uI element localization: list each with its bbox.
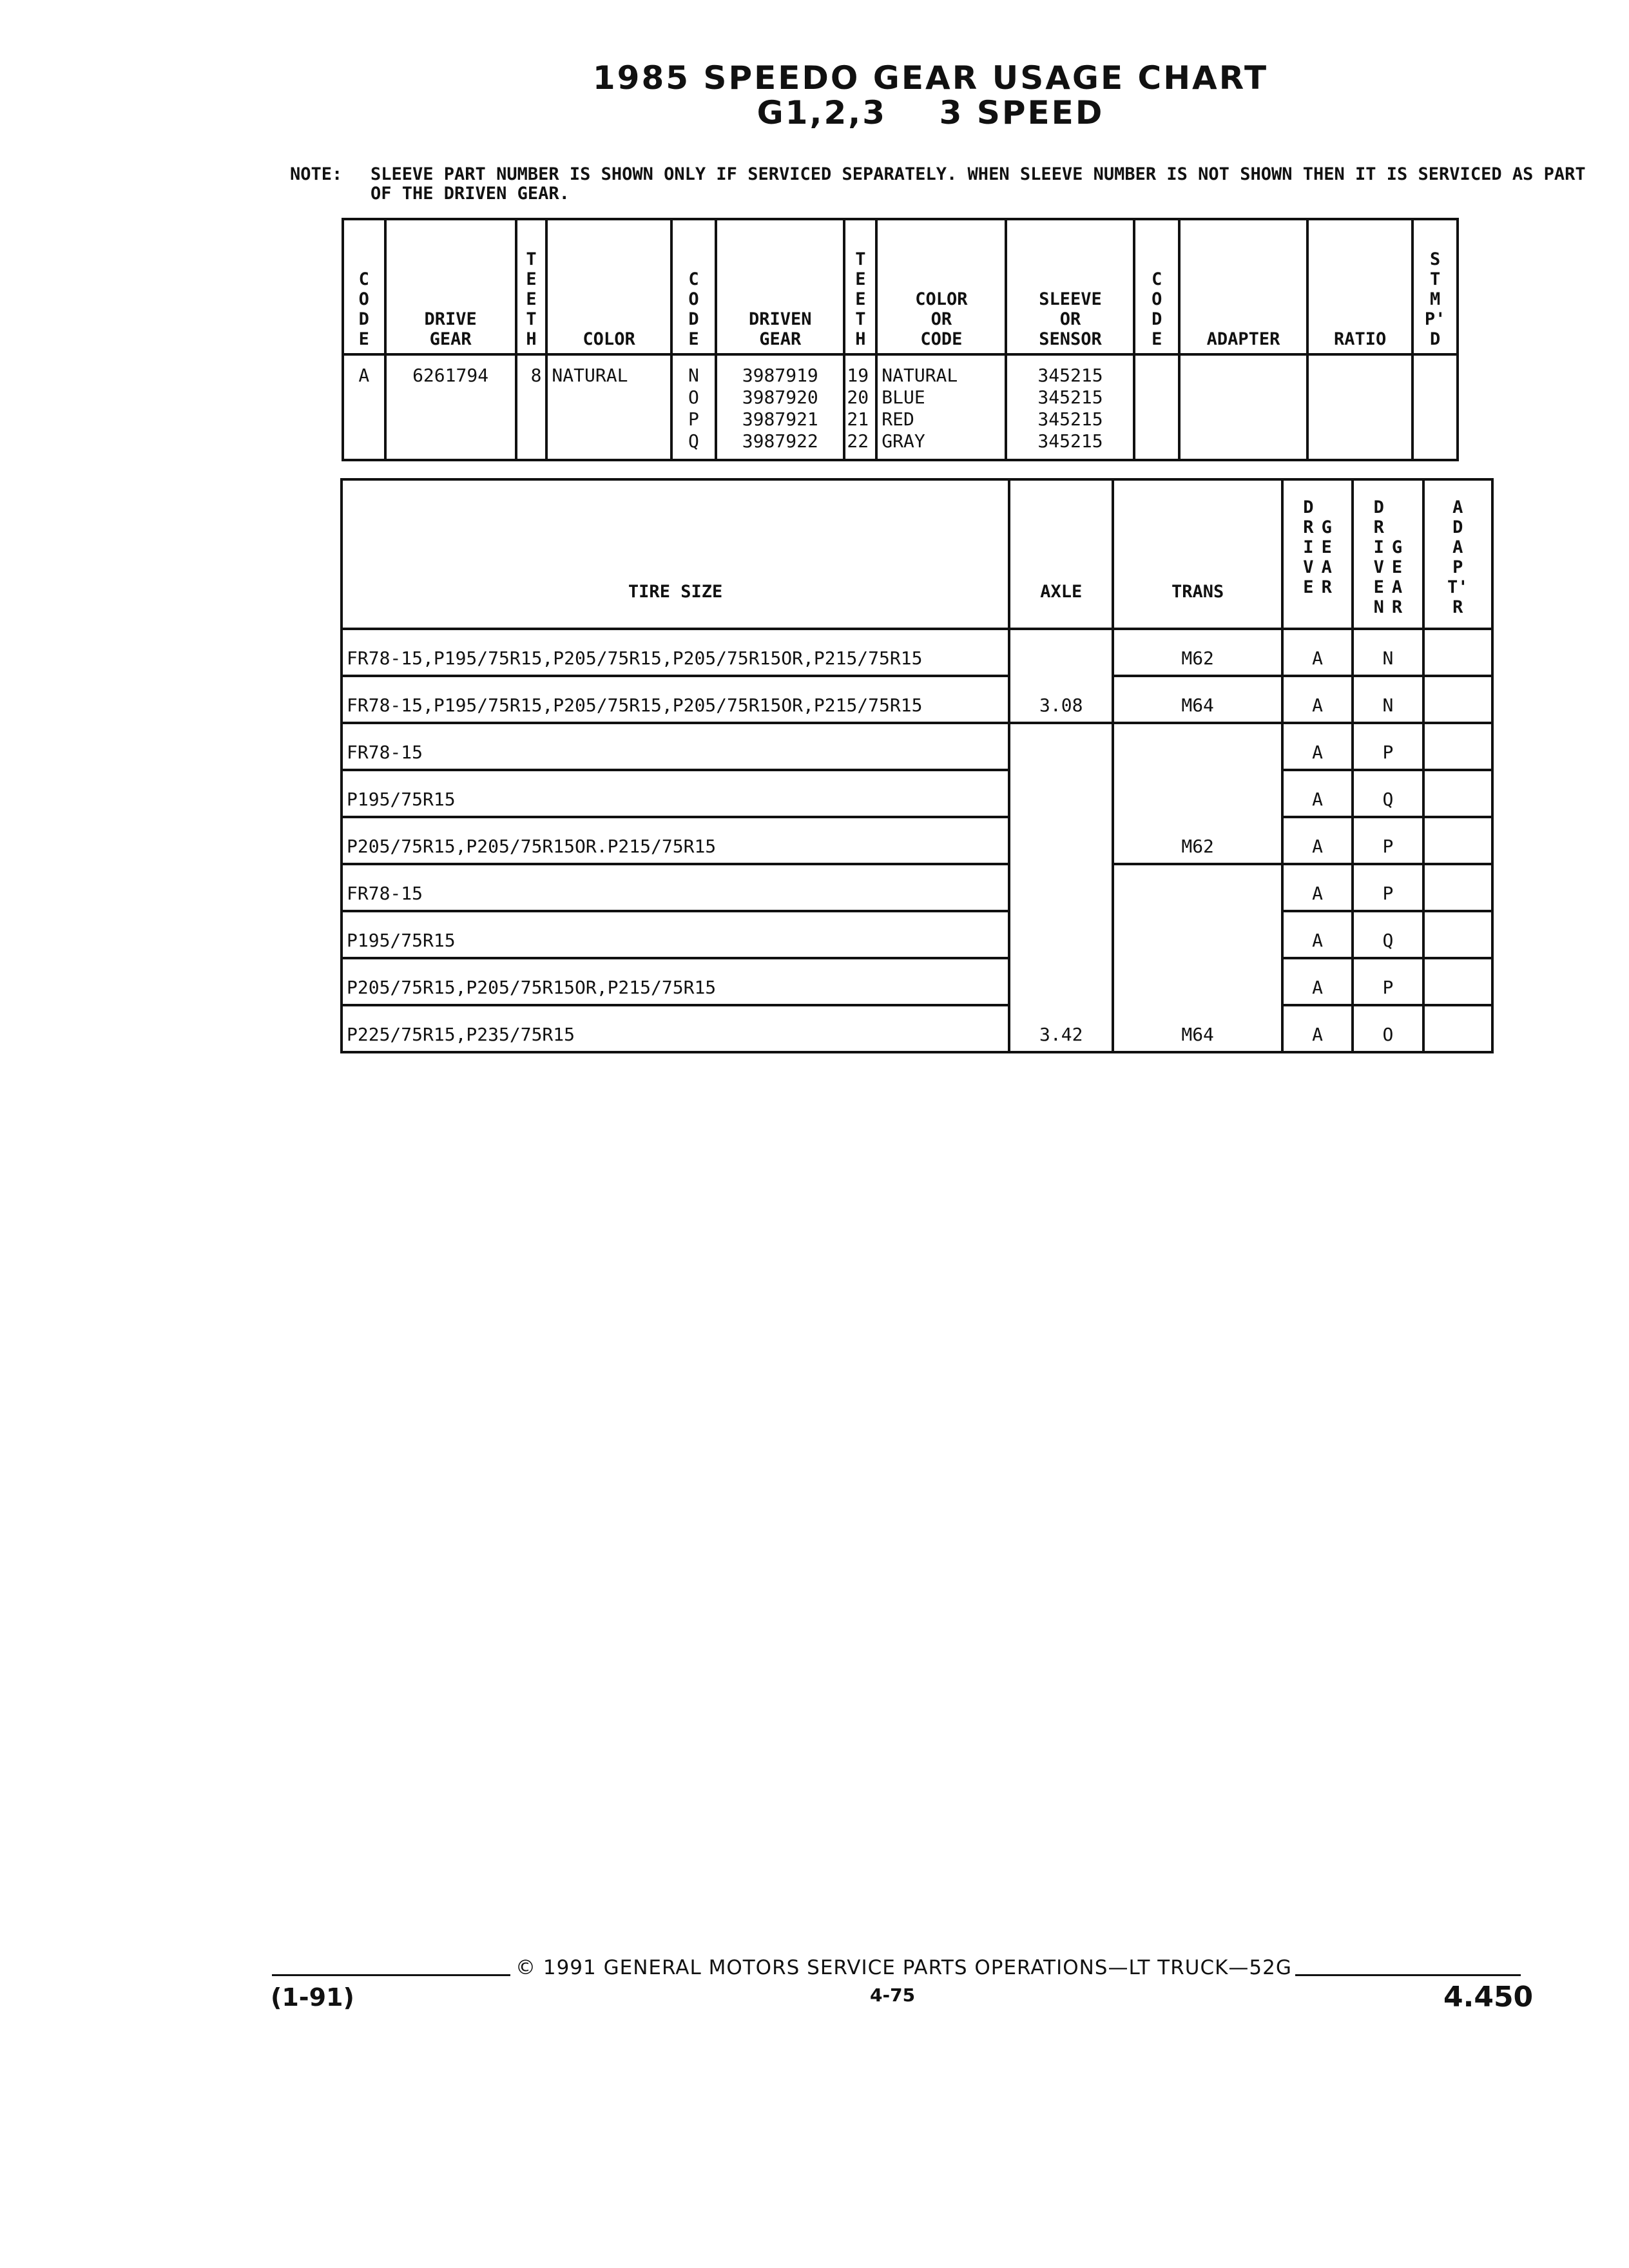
list-item: 22	[847, 430, 869, 452]
cell-driven-gear: N	[1353, 629, 1423, 676]
cell-tire-size: P195/75R15	[342, 911, 1009, 958]
header-color-or-code	[876, 219, 1006, 354]
list-item: 345215	[1037, 408, 1103, 430]
cell-axle: 3.08	[1009, 676, 1113, 723]
cell-tire-size: P205/75R15,P205/75R15OR.P215/75R15	[342, 817, 1009, 864]
list-item: E	[1152, 329, 1162, 349]
cell-drive-gear: A	[1282, 911, 1353, 958]
list-item: V	[1373, 557, 1384, 577]
tire-row	[342, 629, 1492, 676]
cell-drive-gear: 6261794	[385, 354, 516, 460]
footer-date: (1-91)	[271, 1983, 354, 2012]
cell-drive-gear: A	[1282, 958, 1353, 1005]
header-tire-size: TIRE SIZE	[342, 479, 1009, 629]
list-item: COLOR	[915, 289, 968, 309]
cell-trans: M64	[1113, 676, 1282, 723]
list-item: CODE	[920, 329, 963, 349]
cell-color: NATURAL	[546, 354, 671, 460]
list-item: N	[688, 365, 699, 386]
list-item: E	[1303, 577, 1314, 597]
gear-table	[342, 218, 1459, 461]
cell-code-3	[1134, 354, 1179, 460]
header-axle: AXLE	[1009, 479, 1113, 629]
list-item: DRIVEN	[749, 309, 812, 329]
tire-row	[342, 958, 1492, 1005]
cell-driven-gear: P	[1353, 864, 1423, 911]
cell-axle: 3.42	[1009, 1005, 1113, 1052]
footer-rule-right	[1295, 1974, 1521, 1976]
cell-adapter	[1423, 629, 1492, 676]
list-item: D	[1452, 517, 1463, 537]
list-item: R	[1321, 577, 1332, 597]
list-item: C	[1152, 269, 1162, 289]
cell-trans: M64	[1113, 1005, 1282, 1052]
list-item: P'	[1424, 309, 1446, 329]
cell-axle	[1009, 817, 1113, 864]
list-item: O	[688, 387, 699, 408]
cell-teeth: 8	[516, 354, 547, 460]
cell-adapter	[1423, 864, 1492, 911]
cell-drive-gear: A	[1282, 723, 1353, 770]
cell-axle	[1009, 629, 1113, 676]
header-drive-gear	[385, 219, 516, 354]
list-item: E	[1391, 557, 1403, 577]
note-label: NOTE:	[290, 164, 343, 184]
cell-adapter	[1423, 1005, 1492, 1052]
list-item: 345215	[1037, 387, 1103, 408]
cell-trans	[1113, 864, 1282, 911]
list-item: SENSOR	[1039, 329, 1102, 349]
cell-driven-colors	[876, 354, 1006, 460]
list-item: S	[1429, 249, 1441, 269]
note-text: SLEEVE PART NUMBER IS SHOWN ONLY IF SERVICED SEPARATELY. WHEN SLEEVE NUMBER IS NOT SHOWN THEN IT IS SERVICED AS PART OF THE DRIVEN GEAR.	[371, 164, 1586, 204]
cell-trans	[1113, 770, 1282, 817]
header-trans: TRANS	[1113, 479, 1282, 629]
tire-row	[342, 911, 1492, 958]
cell-drive-gear: A	[1282, 770, 1353, 817]
cell-axle	[1009, 770, 1113, 817]
cell-driven-gear: N	[1353, 676, 1423, 723]
footer-page-number: 4-75	[870, 1984, 916, 2006]
page-subtitle: G1,2,3 3 SPEED	[757, 94, 1104, 131]
cell-code: A	[343, 354, 385, 460]
list-item: D	[688, 309, 699, 329]
header-code-2	[671, 219, 716, 354]
list-item: A	[1452, 537, 1463, 557]
cell-sleeves	[1006, 354, 1134, 460]
list-item: P	[688, 408, 699, 430]
list-item: H	[855, 329, 866, 349]
cell-axle	[1009, 958, 1113, 1005]
list-item: D	[1429, 329, 1441, 349]
cell-trans	[1113, 958, 1282, 1005]
cell-tire-size: FR78-15,P195/75R15,P205/75R15,P205/75R15OR,P215/75R15	[342, 676, 1009, 723]
list-item: A	[1321, 557, 1332, 577]
header-adapter: ADAPTER	[1179, 219, 1307, 354]
tire-row	[342, 770, 1492, 817]
cell-driven-gears	[716, 354, 844, 460]
list-item: T	[526, 309, 537, 329]
cell-tire-size: FR78-15	[342, 723, 1009, 770]
header-stmpd	[1412, 219, 1458, 354]
list-item: A	[1452, 497, 1463, 517]
cell-adapter	[1423, 958, 1492, 1005]
header-code-3	[1134, 219, 1179, 354]
tire-row	[342, 676, 1492, 723]
header-code	[343, 219, 385, 354]
cell-tire-size: P225/75R15,P235/75R15	[342, 1005, 1009, 1052]
list-item: E	[688, 329, 699, 349]
list-item: D	[1303, 497, 1314, 517]
cell-drive-gear: A	[1282, 1005, 1353, 1052]
cell-driven-gear: Q	[1353, 911, 1423, 958]
cell-tire-size: FR78-15,P195/75R15,P205/75R15,P205/75R15OR,P215/75R15	[342, 629, 1009, 676]
cell-adapter	[1423, 911, 1492, 958]
list-item: GEAR	[429, 329, 472, 349]
header-driven-gear	[1353, 479, 1423, 629]
cell-driven-gear: O	[1353, 1005, 1423, 1052]
cell-trans: M62	[1113, 629, 1282, 676]
cell-driven-gear: P	[1353, 817, 1423, 864]
header-teeth-2	[844, 219, 876, 354]
tire-body	[342, 629, 1492, 1052]
list-item: D	[358, 309, 369, 329]
list-item: 3987920	[742, 387, 818, 408]
list-item: I	[1303, 537, 1314, 557]
list-item: 3987919	[742, 365, 818, 386]
list-item: E	[855, 269, 866, 289]
list-item: E	[1373, 577, 1384, 597]
cell-adapter	[1179, 354, 1307, 460]
list-item: G	[1321, 517, 1332, 537]
list-item: M	[1429, 289, 1441, 309]
footer-rule-left	[272, 1974, 510, 1976]
header-color: COLOR	[546, 219, 671, 354]
list-item: E	[1321, 537, 1332, 557]
cell-tire-size: FR78-15	[342, 864, 1009, 911]
header-driven-gear	[716, 219, 844, 354]
list-item: R	[1303, 517, 1314, 537]
cell-driven-gear: P	[1353, 723, 1423, 770]
cell-axle	[1009, 864, 1113, 911]
cell-tire-size: P205/75R15,P205/75R15OR,P215/75R15	[342, 958, 1009, 1005]
list-item: C	[358, 269, 369, 289]
tire-header-row	[342, 479, 1492, 629]
cell-stmpd	[1412, 354, 1458, 460]
list-item: 21	[847, 408, 869, 430]
list-item: E	[855, 289, 866, 309]
page-title: 1985 SPEEDO GEAR USAGE CHART	[592, 59, 1269, 97]
list-item: G	[1391, 537, 1403, 557]
cell-drive-gear: A	[1282, 676, 1353, 723]
list-item: T	[526, 249, 537, 269]
header-sleeve-or-sensor	[1006, 219, 1134, 354]
cell-trans: M62	[1113, 817, 1282, 864]
list-item: 3987922	[742, 430, 818, 452]
tire-row	[342, 864, 1492, 911]
tire-row	[342, 817, 1492, 864]
list-item: E	[526, 269, 537, 289]
cell-tire-size: P195/75R15	[342, 770, 1009, 817]
header-adapter	[1423, 479, 1492, 629]
header-teeth	[516, 219, 547, 354]
list-item: GEAR	[759, 329, 802, 349]
list-item: I	[1373, 537, 1384, 557]
list-item: 3987921	[742, 408, 818, 430]
cell-driven-teeth	[844, 354, 876, 460]
cell-driven-gear: P	[1353, 958, 1423, 1005]
list-item: GRAY	[882, 430, 925, 452]
list-item: E	[526, 289, 537, 309]
cell-adapter	[1423, 770, 1492, 817]
list-item: T	[855, 309, 866, 329]
tire-row	[342, 1005, 1492, 1052]
footer-section-number: 4.450	[1443, 1981, 1534, 2013]
list-item: C	[688, 269, 699, 289]
list-item: V	[1303, 557, 1314, 577]
list-item: 345215	[1037, 365, 1103, 386]
list-item: R	[1391, 597, 1403, 617]
cell-ratio	[1307, 354, 1412, 460]
header-ratio: RATIO	[1307, 219, 1412, 354]
list-item: BLUE	[882, 387, 925, 408]
cell-driven-gear: Q	[1353, 770, 1423, 817]
cell-trans	[1113, 911, 1282, 958]
cell-driven-codes	[671, 354, 716, 460]
list-item: T	[855, 249, 866, 269]
header-drive-gear	[1282, 479, 1353, 629]
list-item: OR	[930, 309, 952, 329]
tire-table	[340, 478, 1494, 1053]
list-item: DRIVE	[424, 309, 477, 329]
list-item: O	[688, 289, 699, 309]
cell-adapter	[1423, 676, 1492, 723]
cell-drive-gear: A	[1282, 864, 1353, 911]
cell-axle	[1009, 911, 1113, 958]
list-item: H	[526, 329, 537, 349]
list-item: NATURAL	[882, 365, 958, 386]
footer-copyright: © 1991 GENERAL MOTORS SERVICE PARTS OPERATIONS—LT TRUCK—52G	[516, 1956, 1292, 1979]
cell-axle	[1009, 723, 1113, 770]
list-item: OR	[1059, 309, 1081, 329]
list-item: 20	[847, 387, 869, 408]
list-item: T'	[1447, 577, 1469, 597]
list-item: R	[1452, 597, 1463, 617]
cell-drive-gear: A	[1282, 817, 1353, 864]
cell-trans	[1113, 723, 1282, 770]
tire-row	[342, 723, 1492, 770]
list-item: SLEEVE	[1039, 289, 1102, 309]
cell-adapter	[1423, 817, 1492, 864]
list-item: 345215	[1037, 430, 1103, 452]
list-item: O	[358, 289, 369, 309]
list-item: RED	[882, 408, 914, 430]
list-item: R	[1373, 517, 1384, 537]
list-item: D	[1152, 309, 1162, 329]
cell-drive-gear: A	[1282, 629, 1353, 676]
gear-header-row	[343, 219, 1458, 354]
list-item: O	[1152, 289, 1162, 309]
list-item: N	[1373, 597, 1384, 617]
list-item: 19	[847, 365, 869, 386]
list-item: P	[1452, 557, 1463, 577]
list-item: D	[1373, 497, 1384, 517]
list-item: A	[1391, 577, 1403, 597]
gear-data-row	[343, 354, 1458, 460]
list-item: Q	[688, 430, 699, 452]
list-item: E	[358, 329, 369, 349]
list-item: T	[1429, 269, 1441, 289]
cell-adapter	[1423, 723, 1492, 770]
